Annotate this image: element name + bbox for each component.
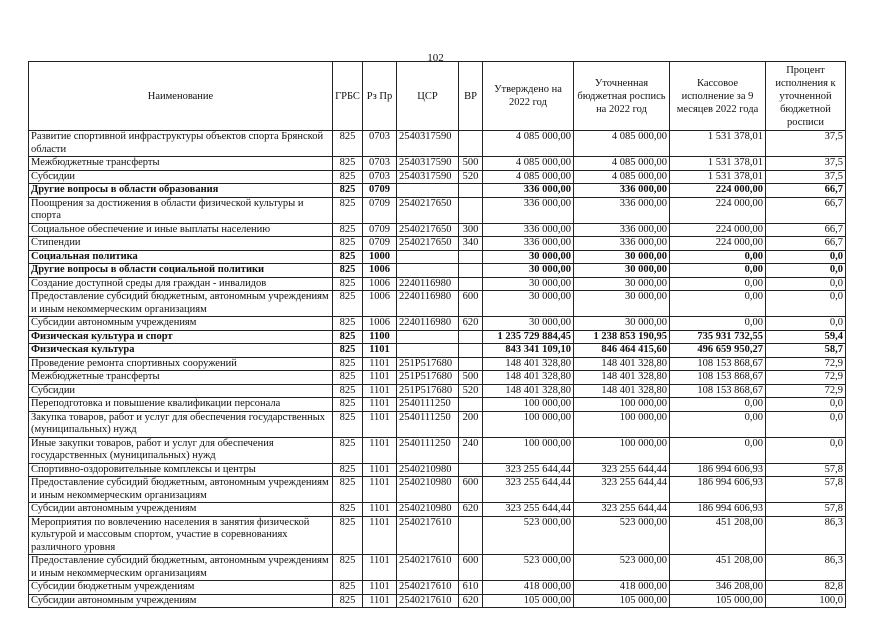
cell-cash: 224 000,00 (670, 223, 766, 237)
cell-rzpr: 1101 (363, 581, 397, 595)
cell-rzpr: 1101 (363, 477, 397, 503)
cell-csr: 251P517680 (397, 357, 459, 371)
cell-grbs: 825 (333, 277, 363, 291)
cell-name: Предоставление субсидий бюджетным, автономным учреждениям и иным некоммерческим организациям (29, 477, 333, 503)
cell-refined: 105 000,00 (574, 594, 670, 608)
cell-vr: 620 (459, 503, 483, 517)
cell-vr: 620 (459, 594, 483, 608)
cell-refined: 336 000,00 (574, 223, 670, 237)
cell-cash: 0,00 (670, 398, 766, 412)
cell-percent: 37,5 (766, 157, 846, 171)
cell-approved: 523 000,00 (483, 555, 574, 581)
cell-rzpr: 0709 (363, 184, 397, 198)
cell-name: Физическая культура (29, 344, 333, 358)
cell-percent: 37,5 (766, 170, 846, 184)
cell-cash: 0,00 (670, 411, 766, 437)
cell-grbs: 825 (333, 317, 363, 331)
cell-refined: 148 401 328,80 (574, 357, 670, 371)
cell-vr: 240 (459, 437, 483, 463)
cell-rzpr: 1101 (363, 463, 397, 477)
table-row (29, 463, 846, 477)
cell-refined: 30 000,00 (574, 291, 670, 317)
cell-approved: 336 000,00 (483, 237, 574, 251)
cell-refined: 323 255 644,44 (574, 477, 670, 503)
cell-cash: 105 000,00 (670, 594, 766, 608)
cell-grbs: 825 (333, 157, 363, 171)
cell-refined: 323 255 644,44 (574, 463, 670, 477)
cell-vr (459, 131, 483, 157)
cell-percent: 57,8 (766, 503, 846, 517)
cell-csr: 251P517680 (397, 371, 459, 385)
cell-approved: 843 341 109,10 (483, 344, 574, 358)
cell-csr (397, 250, 459, 264)
cell-name: Субсидии автономным учреждениям (29, 594, 333, 608)
cell-cash: 1 531 378,01 (670, 170, 766, 184)
cell-grbs: 825 (333, 291, 363, 317)
cell-approved: 4 085 000,00 (483, 131, 574, 157)
cell-percent: 72,9 (766, 371, 846, 385)
cell-grbs: 825 (333, 264, 363, 278)
cell-refined: 523 000,00 (574, 516, 670, 555)
cell-csr: 2540217650 (397, 197, 459, 223)
cell-percent: 58,7 (766, 344, 846, 358)
table-row (29, 237, 846, 251)
cell-csr: 2540217610 (397, 555, 459, 581)
cell-rzpr: 1100 (363, 330, 397, 344)
cell-percent: 37,5 (766, 131, 846, 157)
cell-percent: 86,3 (766, 555, 846, 581)
budget-table (28, 61, 846, 608)
cell-name: Межбюджетные трансферты (29, 157, 333, 171)
cell-cash: 0,00 (670, 437, 766, 463)
cell-csr: 2540217610 (397, 516, 459, 555)
cell-name: Социальная политика (29, 250, 333, 264)
cell-csr: 2540317590 (397, 170, 459, 184)
cell-approved: 336 000,00 (483, 223, 574, 237)
cell-refined: 30 000,00 (574, 277, 670, 291)
cell-refined: 30 000,00 (574, 264, 670, 278)
cell-csr: 2540210980 (397, 463, 459, 477)
cell-grbs: 825 (333, 581, 363, 595)
table-row (29, 157, 846, 171)
cell-grbs: 825 (333, 131, 363, 157)
cell-name: Другие вопросы в области социальной политики (29, 264, 333, 278)
header-csr: ЦСР (397, 62, 459, 131)
cell-vr (459, 277, 483, 291)
cell-percent: 0,0 (766, 291, 846, 317)
cell-name: Иные закупки товаров, работ и услуг для обеспечения государственных (муниципальных) нужд (29, 437, 333, 463)
cell-approved: 30 000,00 (483, 264, 574, 278)
cell-percent: 0,0 (766, 411, 846, 437)
cell-grbs: 825 (333, 371, 363, 385)
cell-vr (459, 264, 483, 278)
cell-cash: 735 931 732,55 (670, 330, 766, 344)
cell-percent: 66,7 (766, 184, 846, 198)
cell-approved: 336 000,00 (483, 184, 574, 198)
cell-vr: 610 (459, 581, 483, 595)
table-row (29, 184, 846, 198)
cell-approved: 30 000,00 (483, 277, 574, 291)
table-row (29, 357, 846, 371)
cell-rzpr: 1006 (363, 277, 397, 291)
cell-name: Субсидии бюджетным учреждениям (29, 581, 333, 595)
table-row (29, 277, 846, 291)
header-grbs: ГРБС (333, 62, 363, 131)
header-vr: ВР (459, 62, 483, 131)
cell-cash: 108 153 868,67 (670, 357, 766, 371)
cell-rzpr: 0709 (363, 197, 397, 223)
cell-vr: 500 (459, 371, 483, 385)
cell-percent: 0,0 (766, 398, 846, 412)
cell-percent: 0,0 (766, 277, 846, 291)
cell-grbs: 825 (333, 516, 363, 555)
cell-grbs: 825 (333, 411, 363, 437)
cell-approved: 4 085 000,00 (483, 157, 574, 171)
cell-approved: 323 255 644,44 (483, 503, 574, 517)
cell-approved: 100 000,00 (483, 398, 574, 412)
page-number: 102 (427, 52, 444, 64)
cell-name: Предоставление субсидий бюджетным, автономным учреждениям и иным некоммерческим организациям (29, 555, 333, 581)
cell-grbs: 825 (333, 223, 363, 237)
cell-refined: 523 000,00 (574, 555, 670, 581)
cell-vr (459, 197, 483, 223)
cell-cash: 496 659 950,27 (670, 344, 766, 358)
cell-name: Спортивно-оздоровительные комплексы и центры (29, 463, 333, 477)
cell-cash: 451 208,00 (670, 555, 766, 581)
cell-name: Физическая культура и спорт (29, 330, 333, 344)
cell-refined: 4 085 000,00 (574, 131, 670, 157)
cell-grbs: 825 (333, 197, 363, 223)
header-name: Наименование (29, 62, 333, 131)
cell-percent: 57,8 (766, 477, 846, 503)
cell-name: Мероприятия по вовлечению населения в занятия физической культурой и массовым спортом, участие в соревнованиях различного уровня (29, 516, 333, 555)
cell-vr: 600 (459, 555, 483, 581)
cell-name: Развитие спортивной инфраструктуры объектов спорта Брянской области (29, 131, 333, 157)
cell-grbs: 825 (333, 477, 363, 503)
header-percent: Процент исполнения к уточненной бюджетной росписи (766, 62, 846, 131)
cell-approved: 105 000,00 (483, 594, 574, 608)
cell-rzpr: 1006 (363, 291, 397, 317)
cell-csr: 2540217650 (397, 223, 459, 237)
cell-percent: 82,8 (766, 581, 846, 595)
cell-grbs: 825 (333, 384, 363, 398)
header-rzpr: Рз Пр (363, 62, 397, 131)
cell-name: Создание доступной среды для граждан - инвалидов (29, 277, 333, 291)
cell-grbs: 825 (333, 344, 363, 358)
cell-csr: 251P517680 (397, 384, 459, 398)
cell-grbs: 825 (333, 463, 363, 477)
cell-grbs: 825 (333, 250, 363, 264)
cell-rzpr: 1101 (363, 384, 397, 398)
cell-name: Субсидии (29, 384, 333, 398)
cell-name: Предоставление субсидий бюджетным, автономным учреждениям и иным некоммерческим организациям (29, 291, 333, 317)
cell-rzpr: 1101 (363, 594, 397, 608)
cell-csr: 2540217610 (397, 594, 459, 608)
cell-grbs: 825 (333, 594, 363, 608)
cell-vr: 500 (459, 157, 483, 171)
cell-vr (459, 344, 483, 358)
cell-csr: 2540111250 (397, 411, 459, 437)
cell-name: Субсидии (29, 170, 333, 184)
cell-refined: 30 000,00 (574, 317, 670, 331)
cell-vr: 520 (459, 170, 483, 184)
cell-cash: 1 531 378,01 (670, 157, 766, 171)
table-row (29, 197, 846, 223)
table-row (29, 170, 846, 184)
cell-refined: 100 000,00 (574, 411, 670, 437)
table-row (29, 131, 846, 157)
cell-name: Закупка товаров, работ и услуг для обеспечения государственных (муниципальных) нужд (29, 411, 333, 437)
cell-name: Социальное обеспечение и иные выплаты населению (29, 223, 333, 237)
cell-refined: 148 401 328,80 (574, 371, 670, 385)
cell-vr: 340 (459, 237, 483, 251)
cell-name: Проведение ремонта спортивных сооружений (29, 357, 333, 371)
table-row (29, 581, 846, 595)
cell-name: Переподготовка и повышение квалификации персонала (29, 398, 333, 412)
cell-percent: 66,7 (766, 237, 846, 251)
cell-percent: 57,8 (766, 463, 846, 477)
cell-approved: 30 000,00 (483, 317, 574, 331)
cell-rzpr: 0709 (363, 237, 397, 251)
cell-cash: 0,00 (670, 264, 766, 278)
cell-csr: 2540317590 (397, 157, 459, 171)
cell-csr (397, 330, 459, 344)
cell-csr (397, 344, 459, 358)
cell-grbs: 825 (333, 503, 363, 517)
cell-grbs: 825 (333, 184, 363, 198)
table-row (29, 384, 846, 398)
cell-approved: 148 401 328,80 (483, 357, 574, 371)
cell-refined: 4 085 000,00 (574, 157, 670, 171)
cell-grbs: 825 (333, 398, 363, 412)
table-row (29, 223, 846, 237)
cell-cash: 186 994 606,93 (670, 477, 766, 503)
cell-percent: 0,0 (766, 437, 846, 463)
cell-csr: 2540217610 (397, 581, 459, 595)
cell-cash: 0,00 (670, 277, 766, 291)
cell-refined: 336 000,00 (574, 197, 670, 223)
cell-vr (459, 250, 483, 264)
cell-cash: 451 208,00 (670, 516, 766, 555)
cell-approved: 523 000,00 (483, 516, 574, 555)
cell-refined: 323 255 644,44 (574, 503, 670, 517)
cell-rzpr: 1006 (363, 264, 397, 278)
cell-vr (459, 184, 483, 198)
cell-cash: 1 531 378,01 (670, 131, 766, 157)
cell-vr: 600 (459, 291, 483, 317)
cell-csr (397, 264, 459, 278)
header-refined: Уточненная бюджетная роспись на 2022 год (574, 62, 670, 131)
cell-vr: 300 (459, 223, 483, 237)
cell-refined: 148 401 328,80 (574, 384, 670, 398)
cell-name: Стипендии (29, 237, 333, 251)
cell-percent: 59,4 (766, 330, 846, 344)
cell-grbs: 825 (333, 555, 363, 581)
cell-name: Поощрения за достижения в области физической культуры и спорта (29, 197, 333, 223)
cell-csr: 2540111250 (397, 398, 459, 412)
cell-name: Субсидии автономным учреждениям (29, 317, 333, 331)
cell-vr: 520 (459, 384, 483, 398)
cell-grbs: 825 (333, 357, 363, 371)
table-row (29, 264, 846, 278)
cell-grbs: 825 (333, 237, 363, 251)
cell-rzpr: 1101 (363, 437, 397, 463)
cell-rzpr: 1101 (363, 398, 397, 412)
cell-approved: 100 000,00 (483, 411, 574, 437)
cell-cash: 346 208,00 (670, 581, 766, 595)
table-row (29, 250, 846, 264)
cell-rzpr: 1101 (363, 503, 397, 517)
cell-cash: 224 000,00 (670, 197, 766, 223)
cell-refined: 30 000,00 (574, 250, 670, 264)
cell-approved: 100 000,00 (483, 437, 574, 463)
cell-rzpr: 1006 (363, 317, 397, 331)
cell-refined: 4 085 000,00 (574, 170, 670, 184)
cell-rzpr: 0703 (363, 157, 397, 171)
cell-csr: 2240116980 (397, 291, 459, 317)
cell-percent: 72,9 (766, 384, 846, 398)
header-approved: Утверждено на 2022 год (483, 62, 574, 131)
cell-approved: 30 000,00 (483, 291, 574, 317)
table-row (29, 411, 846, 437)
cell-vr (459, 516, 483, 555)
cell-vr: 620 (459, 317, 483, 331)
cell-percent: 66,7 (766, 223, 846, 237)
cell-csr: 2240116980 (397, 317, 459, 331)
table-row (29, 371, 846, 385)
cell-csr: 2540210980 (397, 477, 459, 503)
table-header-row (29, 62, 846, 131)
cell-refined: 1 238 853 190,95 (574, 330, 670, 344)
cell-rzpr: 1101 (363, 516, 397, 555)
table-row (29, 317, 846, 331)
cell-rzpr: 1101 (363, 344, 397, 358)
table-row (29, 398, 846, 412)
cell-vr: 600 (459, 477, 483, 503)
cell-vr (459, 463, 483, 477)
cell-approved: 418 000,00 (483, 581, 574, 595)
cell-cash: 224 000,00 (670, 184, 766, 198)
cell-cash: 186 994 606,93 (670, 503, 766, 517)
cell-refined: 336 000,00 (574, 184, 670, 198)
table-row (29, 594, 846, 608)
cell-vr: 200 (459, 411, 483, 437)
cell-approved: 1 235 729 884,45 (483, 330, 574, 344)
cell-grbs: 825 (333, 170, 363, 184)
table-body (29, 131, 846, 608)
table-row (29, 503, 846, 517)
cell-name: Субсидии автономным учреждениям (29, 503, 333, 517)
cell-vr (459, 330, 483, 344)
cell-cash: 0,00 (670, 317, 766, 331)
cell-approved: 4 085 000,00 (483, 170, 574, 184)
cell-rzpr: 0703 (363, 131, 397, 157)
cell-rzpr: 0709 (363, 223, 397, 237)
table-row (29, 555, 846, 581)
cell-vr (459, 357, 483, 371)
table-row (29, 330, 846, 344)
cell-name: Другие вопросы в области образования (29, 184, 333, 198)
cell-cash: 0,00 (670, 291, 766, 317)
cell-name: Межбюджетные трансферты (29, 371, 333, 385)
cell-rzpr: 1101 (363, 555, 397, 581)
cell-csr: 2540217650 (397, 237, 459, 251)
cell-csr: 2540210980 (397, 503, 459, 517)
cell-percent: 86,3 (766, 516, 846, 555)
cell-approved: 30 000,00 (483, 250, 574, 264)
cell-approved: 148 401 328,80 (483, 371, 574, 385)
cell-cash: 186 994 606,93 (670, 463, 766, 477)
cell-approved: 336 000,00 (483, 197, 574, 223)
cell-refined: 100 000,00 (574, 398, 670, 412)
cell-approved: 323 255 644,44 (483, 477, 574, 503)
cell-refined: 336 000,00 (574, 237, 670, 251)
cell-percent: 66,7 (766, 197, 846, 223)
cell-approved: 323 255 644,44 (483, 463, 574, 477)
cell-rzpr: 1000 (363, 250, 397, 264)
table-row (29, 477, 846, 503)
cell-percent: 100,0 (766, 594, 846, 608)
cell-refined: 846 464 415,60 (574, 344, 670, 358)
cell-vr (459, 398, 483, 412)
cell-cash: 108 153 868,67 (670, 371, 766, 385)
table-row (29, 291, 846, 317)
cell-percent: 72,9 (766, 357, 846, 371)
table-row (29, 516, 846, 555)
cell-csr: 2540317590 (397, 131, 459, 157)
cell-grbs: 825 (333, 437, 363, 463)
cell-cash: 224 000,00 (670, 237, 766, 251)
cell-cash: 108 153 868,67 (670, 384, 766, 398)
header-cash: Кассовое исполнение за 9 месяцев 2022 года (670, 62, 766, 131)
cell-rzpr: 1101 (363, 357, 397, 371)
cell-rzpr: 1101 (363, 371, 397, 385)
cell-refined: 100 000,00 (574, 437, 670, 463)
cell-grbs: 825 (333, 330, 363, 344)
cell-csr: 2240116980 (397, 277, 459, 291)
cell-rzpr: 0703 (363, 170, 397, 184)
cell-approved: 148 401 328,80 (483, 384, 574, 398)
cell-rzpr: 1101 (363, 411, 397, 437)
cell-cash: 0,00 (670, 250, 766, 264)
cell-percent: 0,0 (766, 264, 846, 278)
table-row (29, 344, 846, 358)
cell-percent: 0,0 (766, 317, 846, 331)
cell-percent: 0,0 (766, 250, 846, 264)
table-row (29, 437, 846, 463)
cell-csr: 2540111250 (397, 437, 459, 463)
cell-refined: 418 000,00 (574, 581, 670, 595)
cell-csr (397, 184, 459, 198)
